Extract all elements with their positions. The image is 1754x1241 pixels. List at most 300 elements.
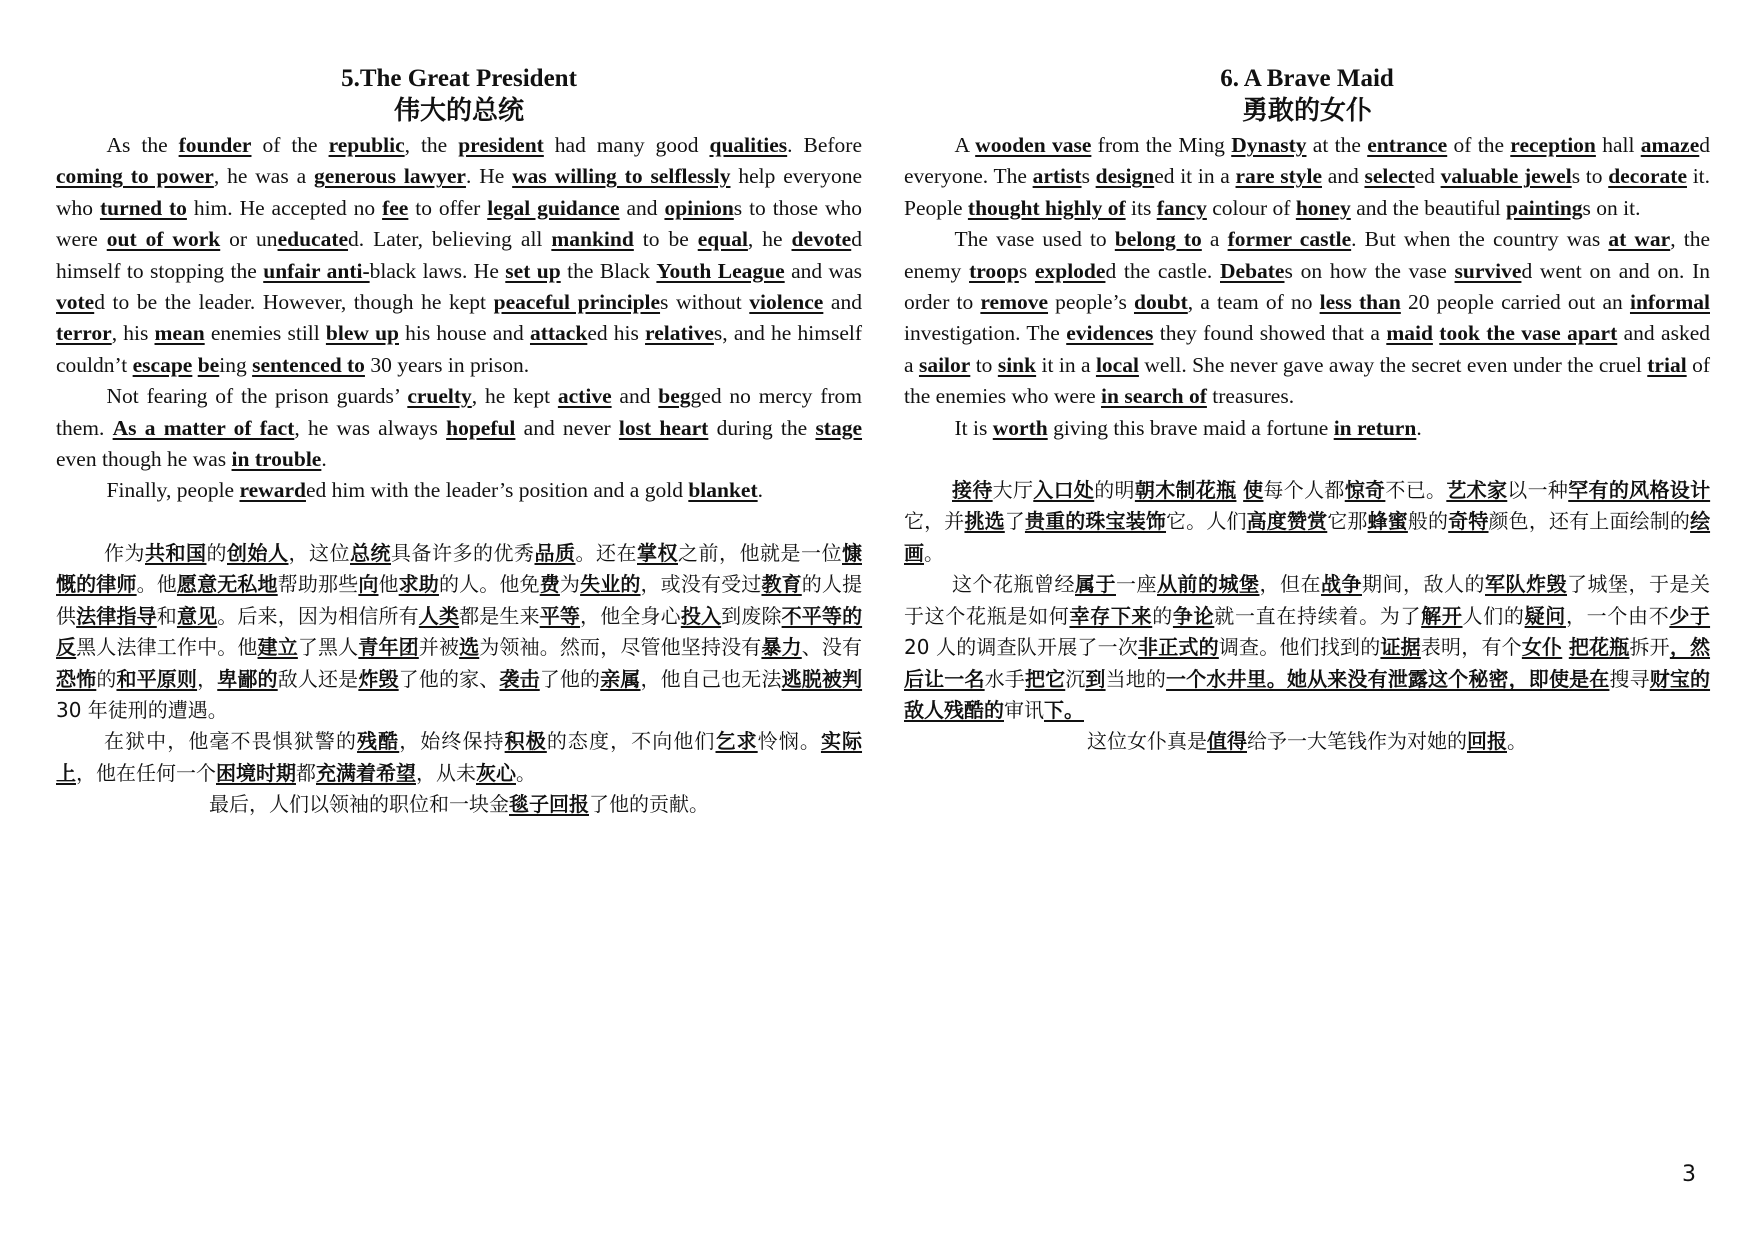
text-run: to bbox=[970, 352, 998, 377]
vocabulary-term: be bbox=[197, 352, 220, 377]
text-run: 作为 bbox=[104, 540, 145, 565]
vocabulary-term: painting bbox=[1506, 195, 1583, 220]
vocabulary-term: ，然后让一名 bbox=[904, 635, 1711, 691]
vocabulary-term: 法律指导 bbox=[76, 603, 157, 628]
vocabulary-term: 慷慨的律师 bbox=[56, 540, 862, 597]
article-column-left bbox=[56, 64, 862, 821]
vocabulary-term: generous lawyer bbox=[313, 164, 466, 189]
text-run: ， bbox=[197, 666, 218, 691]
text-run: . bbox=[757, 478, 764, 503]
vocabulary-term: 艺术家 bbox=[1446, 478, 1508, 503]
text-run: s on how the vase bbox=[1284, 258, 1455, 283]
vocabulary-term: blanket bbox=[688, 478, 758, 503]
text-run: . bbox=[321, 447, 327, 472]
vocabulary-term: evidences bbox=[1066, 321, 1154, 346]
text-run: from the Ming bbox=[1091, 133, 1232, 157]
text-run: and bbox=[1322, 164, 1365, 189]
vocabulary-term: republic bbox=[328, 133, 405, 157]
text-run: of the enemies who were bbox=[904, 352, 1710, 409]
text-run: . But when the country was bbox=[1351, 227, 1609, 252]
vocabulary-term: select bbox=[1364, 164, 1415, 189]
text-run: ged no mercy from them. bbox=[56, 384, 863, 440]
vocabulary-term: 求助 bbox=[398, 572, 439, 597]
text-run: 之前，他就是一位 bbox=[678, 540, 842, 565]
vocabulary-term: 毯子回报 bbox=[509, 792, 589, 817]
vocabulary-term: out of work bbox=[106, 227, 221, 252]
vocabulary-term: fee bbox=[382, 195, 409, 220]
text-run: d went on and on. In order to bbox=[904, 258, 1711, 315]
vocabulary-term: qualities bbox=[709, 133, 788, 157]
text-run: 以一种 bbox=[1507, 478, 1569, 503]
text-run: 黑人法律工作中。他 bbox=[76, 635, 258, 660]
vocabulary-term: 军队炸毁 bbox=[1485, 572, 1567, 597]
vocabulary-term: 愿意无私地 bbox=[176, 572, 278, 597]
text-run: ed his bbox=[587, 321, 646, 346]
vocabulary-term: lost heart bbox=[618, 415, 709, 440]
vocabulary-term: 充满着希望 bbox=[316, 760, 416, 785]
text-run: 每个人都 bbox=[1263, 478, 1345, 503]
text-run: ing bbox=[219, 352, 253, 377]
english-paragraph bbox=[56, 475, 862, 506]
text-run: a bbox=[1201, 227, 1228, 252]
vocabulary-term: stage bbox=[815, 415, 863, 440]
vocabulary-term: valuable jewel bbox=[1440, 164, 1572, 189]
vocabulary-term: 把花瓶 bbox=[1568, 635, 1630, 660]
vocabulary-term: 炸毁 bbox=[358, 666, 399, 691]
text-run: 了黑人 bbox=[297, 635, 359, 660]
vocabulary-term: 女仆 bbox=[1521, 635, 1563, 660]
vocabulary-term: 失业的 bbox=[580, 572, 641, 597]
text-run: 它那 bbox=[1327, 509, 1368, 534]
text-run: d. Later, believing all bbox=[348, 227, 552, 252]
text-run: 。 bbox=[1507, 729, 1527, 754]
text-run: help everyone who bbox=[56, 164, 863, 220]
text-run: at the bbox=[1306, 133, 1368, 157]
vocabulary-term: 乞求 bbox=[715, 729, 758, 754]
text-run: 它，并 bbox=[904, 509, 965, 534]
text-run: . bbox=[1416, 415, 1422, 440]
text-run: 表明，有个 bbox=[1420, 635, 1522, 660]
text-run: 颜色，还有上面绘制的 bbox=[1488, 509, 1691, 534]
english-paragraph bbox=[904, 413, 1710, 444]
english-paragraph bbox=[904, 130, 1710, 224]
vocabulary-term: 值得 bbox=[1207, 729, 1247, 754]
vocabulary-term: 解开 bbox=[1421, 603, 1463, 628]
text-run: 大厅 bbox=[992, 478, 1034, 503]
text-run: 人们的 bbox=[1462, 603, 1525, 628]
vocabulary-term: 争论 bbox=[1172, 603, 1215, 628]
vocabulary-term: less than bbox=[1319, 290, 1401, 315]
text-run: 、没有 bbox=[801, 635, 863, 660]
vocabulary-term: 高度赞赏 bbox=[1246, 509, 1328, 534]
vocabulary-term: 实际上 bbox=[56, 729, 863, 785]
vocabulary-term: 创始人 bbox=[227, 540, 289, 565]
vocabulary-term: rare style bbox=[1235, 164, 1322, 189]
vocabulary-term: Debate bbox=[1220, 258, 1285, 283]
vocabulary-term: survive bbox=[1454, 258, 1522, 283]
text-run: him. He accepted no bbox=[186, 195, 383, 220]
text-run: 期间，敌人的 bbox=[1362, 572, 1485, 597]
vocabulary-term: 品质 bbox=[534, 540, 576, 565]
vocabulary-term: design bbox=[1095, 164, 1155, 189]
text-run: . He bbox=[465, 164, 513, 189]
text-run: d everyone. The bbox=[904, 133, 1710, 189]
text-run: 为 bbox=[559, 572, 581, 597]
vocabulary-term: decorate bbox=[1608, 164, 1687, 189]
text-run: 的 bbox=[1152, 603, 1173, 628]
vocabulary-term: 少于 bbox=[1669, 603, 1711, 628]
vocabulary-term: 惊奇 bbox=[1344, 478, 1386, 503]
text-run: ，始终保持 bbox=[399, 729, 505, 754]
text-run: 都 bbox=[296, 760, 316, 785]
text-run: 和 bbox=[156, 603, 177, 628]
vocabulary-term: hopeful bbox=[446, 415, 516, 440]
text-run: , a team of no bbox=[1187, 290, 1320, 315]
vocabulary-term: informal bbox=[1629, 290, 1710, 315]
vocabulary-term: trial bbox=[1647, 352, 1687, 377]
text-run: of the bbox=[251, 133, 329, 157]
text-run: Finally, people bbox=[106, 478, 240, 503]
text-run: 当地的 bbox=[1105, 666, 1167, 691]
text-run: 帮助那些 bbox=[277, 572, 359, 597]
text-run: 的人提供 bbox=[56, 572, 863, 628]
text-run: ed him with the leader’s position and a gold bbox=[305, 478, 689, 503]
vocabulary-term: reception bbox=[1510, 133, 1596, 157]
vocabulary-term: peaceful principle bbox=[493, 290, 661, 315]
vocabulary-term: honey bbox=[1295, 195, 1351, 220]
vocabulary-term: set up bbox=[505, 258, 561, 283]
text-run: 。 bbox=[516, 760, 536, 785]
vocabulary-term: in trouble bbox=[231, 447, 322, 472]
vocabulary-term: amaze bbox=[1640, 133, 1700, 157]
article-title-chinese: 伟大的总统 bbox=[393, 96, 524, 126]
text-run: it. People bbox=[904, 164, 1711, 220]
text-run: to be bbox=[633, 227, 698, 252]
text-run: ，他在任何一个 bbox=[76, 760, 216, 785]
vocabulary-term: 亲属 bbox=[600, 666, 641, 691]
vocabulary-term: reward bbox=[239, 478, 306, 503]
chinese-paragraph bbox=[56, 538, 862, 726]
vocabulary-term: 战争 bbox=[1321, 572, 1362, 597]
vocabulary-term: at war bbox=[1608, 227, 1671, 252]
text-run: d the castle. bbox=[1105, 258, 1220, 283]
text-run: 的 bbox=[206, 540, 227, 565]
text-run: and never bbox=[515, 415, 619, 440]
vocabulary-term: 接待 bbox=[952, 478, 993, 503]
vocabulary-term: 蜂蜜 bbox=[1367, 509, 1408, 534]
vocabulary-term: 建立 bbox=[257, 635, 298, 660]
vocabulary-term: former castle bbox=[1227, 227, 1352, 252]
vocabulary-term: relative bbox=[645, 321, 714, 346]
text-run: s to bbox=[1571, 164, 1609, 189]
text-run: 最后，人们以领袖的职位和一块金 bbox=[209, 792, 509, 817]
text-run: d himself to stopping the bbox=[56, 227, 862, 283]
vocabulary-term: founder bbox=[178, 133, 252, 157]
vocabulary-term: remove bbox=[980, 290, 1049, 315]
text-run: people’s bbox=[1048, 290, 1134, 315]
text-run: , he bbox=[747, 227, 792, 252]
vocabulary-term: 青年团 bbox=[358, 635, 419, 660]
text-run: s without bbox=[660, 290, 750, 315]
text-run: 了城堡，于是关于这个花瓶是如何 bbox=[904, 572, 1710, 628]
text-run: , he kept bbox=[471, 384, 558, 409]
text-run: 30 years in prison. bbox=[364, 352, 530, 377]
vocabulary-term: 掌权 bbox=[637, 540, 678, 565]
vocabulary-term: unfair anti- bbox=[263, 258, 370, 283]
text-run: 。后来，因为相信所有 bbox=[217, 603, 419, 628]
text-run: 。 bbox=[924, 540, 944, 565]
text-run: 这位女仆真是 bbox=[1087, 729, 1207, 754]
chinese-paragraph bbox=[904, 569, 1710, 726]
english-paragraph bbox=[904, 224, 1710, 412]
text-run: s bbox=[1018, 258, 1035, 283]
chinese-paragraph bbox=[56, 789, 862, 820]
vocabulary-term: attack bbox=[529, 321, 588, 346]
text-run: of the bbox=[1447, 133, 1511, 157]
vocabulary-term: 逃脱被判 bbox=[781, 666, 863, 691]
text-run: 沉 bbox=[1065, 666, 1086, 691]
text-run: or un bbox=[220, 227, 278, 252]
text-run: ed bbox=[1414, 164, 1441, 189]
text-run: As the bbox=[106, 133, 179, 157]
text-run: colour of bbox=[1206, 195, 1296, 220]
vocabulary-term: educate bbox=[277, 227, 349, 252]
text-run: ，或没有受过 bbox=[640, 572, 762, 597]
vocabulary-term: 残酷 bbox=[357, 729, 400, 754]
vocabulary-term: explode bbox=[1034, 258, 1106, 283]
vocabulary-term: artist bbox=[1032, 164, 1082, 189]
text-run: the Black bbox=[560, 258, 657, 283]
text-run: 这个花瓶曾经 bbox=[952, 572, 1075, 597]
vocabulary-term: 投入 bbox=[680, 603, 722, 628]
text-run: 20 人的调查队开展了一次 bbox=[904, 635, 1139, 660]
text-run: ed it in a bbox=[1154, 164, 1236, 189]
text-run: d to be the leader. However, though he kept bbox=[94, 290, 494, 315]
vocabulary-term: 恐怖 bbox=[56, 666, 97, 691]
vocabulary-term: blew up bbox=[325, 321, 399, 346]
text-run: it in a bbox=[1036, 352, 1096, 377]
text-run: had many good bbox=[543, 133, 710, 157]
vocabulary-term: 入口处 bbox=[1033, 478, 1095, 503]
text-run: s on it. bbox=[1582, 195, 1641, 220]
vocabulary-term: 人类 bbox=[418, 603, 460, 628]
text-run: . Before bbox=[787, 133, 862, 157]
vocabulary-term: 朝木制花瓶 bbox=[1134, 478, 1237, 503]
text-run: giving this brave maid a fortune bbox=[1047, 415, 1334, 440]
vocabulary-term: 总统 bbox=[350, 540, 391, 565]
text-run: 的态度，不向他们 bbox=[546, 729, 716, 754]
vocabulary-term: terror bbox=[56, 321, 112, 346]
text-run: , he was always bbox=[294, 415, 447, 440]
text-run: 般的 bbox=[1407, 509, 1449, 534]
text-run: ，从未 bbox=[416, 760, 476, 785]
vocabulary-term: doubt bbox=[1133, 290, 1188, 315]
vocabulary-term: 下。 bbox=[1044, 697, 1084, 722]
vocabulary-term: devote bbox=[791, 227, 852, 252]
vocabulary-term: coming to power bbox=[56, 164, 214, 189]
vocabulary-term: 和平原则 bbox=[116, 666, 198, 691]
vocabulary-term: 暴力 bbox=[761, 635, 802, 660]
text-run: and bbox=[823, 290, 862, 315]
text-run: during the bbox=[708, 415, 816, 440]
vocabulary-term: escape bbox=[132, 352, 193, 377]
vocabulary-term: president bbox=[458, 133, 544, 157]
text-run: 。还在 bbox=[575, 540, 637, 565]
vocabulary-term: thought highly of bbox=[967, 195, 1126, 220]
english-paragraph bbox=[56, 130, 862, 381]
text-run: ，他全身心 bbox=[580, 603, 681, 628]
text-run: 了 bbox=[1004, 509, 1025, 534]
text-run: black laws. He bbox=[369, 258, 506, 283]
text-run: 给予一大笔钱作为对她的 bbox=[1247, 729, 1467, 754]
vocabulary-term: 到 bbox=[1085, 666, 1106, 691]
text-run: and bbox=[619, 195, 665, 220]
vocabulary-term: entrance bbox=[1367, 133, 1448, 157]
article-title-english: 6. A Brave Maid bbox=[1220, 65, 1394, 92]
text-run: 的 bbox=[96, 666, 117, 691]
vocabulary-term: sink bbox=[997, 352, 1037, 377]
vocabulary-term: local bbox=[1095, 352, 1139, 377]
vocabulary-term: vote bbox=[56, 290, 95, 315]
vocabulary-term: 非正式的 bbox=[1138, 635, 1219, 660]
article-column-right bbox=[904, 64, 1710, 758]
vocabulary-term: 挑选 bbox=[964, 509, 1005, 534]
vocabulary-term: sailor bbox=[918, 352, 971, 377]
vocabulary-term: worth bbox=[992, 415, 1048, 440]
text-run: 调查。他们找到的 bbox=[1218, 635, 1381, 660]
vocabulary-term: 把它 bbox=[1024, 666, 1066, 691]
vocabulary-term: 使 bbox=[1243, 478, 1264, 503]
text-run: and asked a bbox=[904, 321, 1710, 377]
text-run: Not fearing of the prison guards’ bbox=[106, 384, 408, 409]
text-run: investigation. The bbox=[904, 321, 1067, 346]
text-run: treasures. bbox=[1206, 384, 1295, 409]
text-run: 为领袖。然而，尽管他坚持没有 bbox=[479, 635, 762, 660]
text-run: s to those who were bbox=[56, 195, 863, 252]
text-run: 了他的 bbox=[539, 666, 601, 691]
text-run: It is bbox=[954, 415, 993, 440]
vocabulary-term: belong to bbox=[1114, 227, 1202, 252]
text-run: 30 年徒刑的遭遇。 bbox=[56, 697, 228, 722]
vocabulary-term: 灰心 bbox=[476, 760, 516, 785]
text-run: its bbox=[1125, 195, 1157, 220]
vocabulary-term: in return bbox=[1333, 415, 1417, 440]
text-run: 就一直在持续着。为了 bbox=[1214, 603, 1422, 628]
vocabulary-term: legal guidance bbox=[487, 195, 620, 220]
text-run: 到废除 bbox=[721, 603, 782, 628]
vocabulary-term: 袭击 bbox=[499, 666, 540, 691]
vocabulary-term: 不平等的反 bbox=[56, 603, 863, 660]
text-run: ，这位 bbox=[288, 540, 350, 565]
text-run: , the enemy bbox=[904, 227, 1710, 283]
vocabulary-term: 教育 bbox=[761, 572, 802, 597]
chinese-paragraph bbox=[904, 726, 1710, 757]
text-run: 水手 bbox=[984, 666, 1025, 691]
vocabulary-term: fancy bbox=[1156, 195, 1207, 220]
vocabulary-term: 罕有的风格设计 bbox=[1568, 478, 1711, 503]
text-run: hall bbox=[1595, 133, 1641, 157]
vocabulary-term: troop bbox=[969, 258, 1019, 283]
chinese-paragraph bbox=[904, 475, 1710, 569]
vocabulary-term: Youth League bbox=[656, 258, 785, 283]
text-run: A bbox=[954, 133, 976, 157]
vocabulary-term: As a matter of fact bbox=[112, 415, 295, 440]
vocabulary-term: 从前的城堡 bbox=[1157, 572, 1260, 597]
article-title-chinese: 勇敢的女仆 bbox=[1241, 96, 1372, 126]
text-run: ，他自己也无法 bbox=[640, 666, 782, 691]
vocabulary-term: 选 bbox=[459, 635, 480, 660]
text-run: , his bbox=[111, 321, 155, 346]
vocabulary-term: equal bbox=[697, 227, 748, 252]
text-run: 不已。 bbox=[1385, 478, 1447, 503]
vocabulary-term: 幸存下来 bbox=[1069, 603, 1153, 628]
text-run: 在狱中，他毫不畏惧狱警的 bbox=[104, 729, 358, 754]
text-run: 了他的贡献。 bbox=[589, 792, 709, 817]
vocabulary-term: mean bbox=[154, 321, 205, 346]
text-run: 敌人还是 bbox=[277, 666, 359, 691]
vocabulary-term: 疑问 bbox=[1524, 603, 1566, 628]
english-paragraph bbox=[56, 381, 862, 475]
text-run: well. She never gave away the secret even under the cruel bbox=[1138, 352, 1648, 377]
text-run: 20 people carried out an bbox=[1400, 290, 1630, 315]
text-run: 一座 bbox=[1116, 572, 1157, 597]
vocabulary-term: 回报 bbox=[1467, 729, 1507, 754]
vocabulary-term: 卑鄙的 bbox=[217, 666, 278, 691]
text-run: s bbox=[1081, 164, 1096, 189]
text-run: , he was a bbox=[213, 164, 314, 189]
vocabulary-term: opinion bbox=[664, 195, 734, 220]
text-run: 审讯 bbox=[1004, 697, 1044, 722]
vocabulary-term: 贵重的珠宝装饰 bbox=[1024, 509, 1167, 534]
vocabulary-term: 积极 bbox=[504, 729, 547, 754]
vocabulary-term: 费 bbox=[539, 572, 560, 597]
vocabulary-term: Dynasty bbox=[1231, 133, 1307, 157]
text-run: 并被 bbox=[418, 635, 460, 660]
text-run: 拆开 bbox=[1629, 635, 1670, 660]
vocabulary-term: 属于 bbox=[1075, 572, 1116, 597]
text-run: ，一个由不 bbox=[1565, 603, 1670, 628]
vocabulary-term: in search of bbox=[1101, 384, 1207, 409]
text-run: 了他的家、 bbox=[398, 666, 500, 691]
text-run: and was bbox=[784, 258, 862, 283]
vocabulary-term: maid bbox=[1386, 321, 1433, 346]
vocabulary-term: 财宝的敌人残酷的 bbox=[904, 666, 1711, 722]
vocabulary-term: 绘画 bbox=[904, 509, 1711, 565]
vocabulary-term: 奇特 bbox=[1448, 509, 1489, 534]
vocabulary-term: 向 bbox=[358, 572, 379, 597]
text-run: his house and bbox=[399, 321, 530, 346]
vocabulary-term: wooden vase bbox=[975, 133, 1092, 157]
vocabulary-term: was willing to selflessly bbox=[512, 164, 731, 189]
vocabulary-term: took the vase apart bbox=[1439, 321, 1618, 346]
text-run: The vase used to bbox=[954, 227, 1115, 252]
chinese-paragraph bbox=[56, 726, 862, 789]
article-title-english: 5.The Great President bbox=[341, 65, 577, 92]
text-run: enemies still bbox=[204, 321, 326, 346]
text-run: 。他 bbox=[136, 572, 177, 597]
vocabulary-term: sentenced to bbox=[252, 352, 365, 377]
vocabulary-term: active bbox=[557, 384, 612, 409]
text-run: ，但在 bbox=[1259, 572, 1321, 597]
text-run: 搜寻 bbox=[1609, 666, 1650, 691]
text-run: and bbox=[611, 384, 659, 409]
vocabulary-term: violence bbox=[749, 290, 824, 315]
text-run: 他 bbox=[378, 572, 399, 597]
text-run: s, and he himself couldn’t bbox=[56, 321, 862, 377]
text-run: they found showed that a bbox=[1153, 321, 1387, 346]
text-run: and the beautiful bbox=[1350, 195, 1507, 220]
text-run: 的明 bbox=[1094, 478, 1135, 503]
